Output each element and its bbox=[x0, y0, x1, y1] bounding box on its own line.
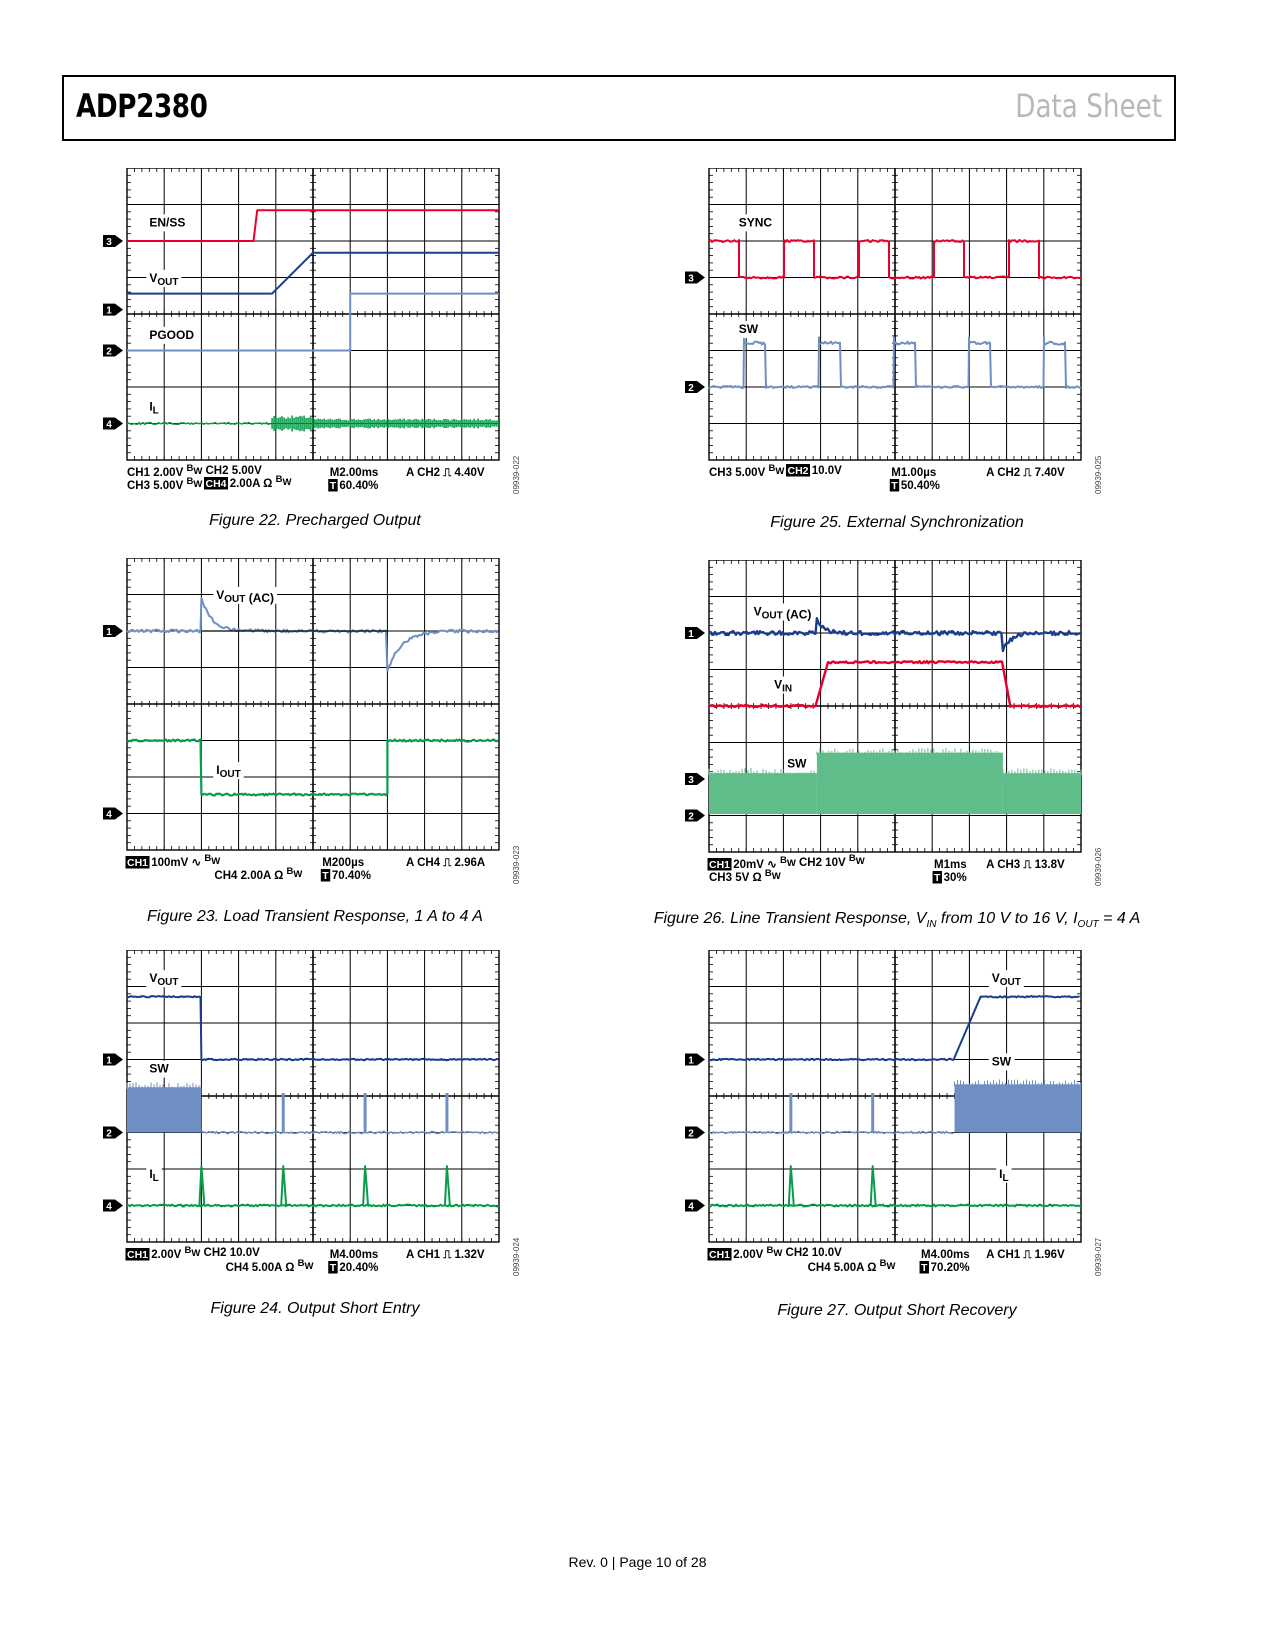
scope-readout: A CH2 ⎍ 4.40V bbox=[406, 467, 485, 479]
fig27-scope-capture bbox=[682, 950, 1112, 1319]
boxed-tag: CH1 bbox=[709, 1249, 731, 1261]
boxed-tag: T bbox=[322, 870, 329, 882]
marker-arrow bbox=[115, 235, 123, 247]
marker-arrow bbox=[115, 808, 123, 820]
trace-label: $I_L$ bbox=[999, 1166, 1009, 1184]
boxed-tag: CH1 bbox=[709, 859, 731, 871]
trace-label: $I_L$ bbox=[149, 1166, 159, 1184]
page-header bbox=[62, 75, 1176, 141]
boxed-tag: CH1 bbox=[127, 1249, 149, 1261]
scope-readout: A CH1 ⎍ 1.32V bbox=[406, 1249, 485, 1261]
figure-code: 09939-025 bbox=[1094, 455, 1103, 494]
scope-readout: CH4 5.00A Ω $^B_W$ bbox=[225, 1258, 314, 1274]
marker-arrow bbox=[697, 1054, 705, 1066]
marker-label: 3 bbox=[688, 273, 694, 285]
trace-label: SW bbox=[738, 321, 759, 336]
channel-marker-2 bbox=[685, 810, 705, 823]
trace-sw-band bbox=[1003, 773, 1081, 814]
scope-readout: CH3 5.00V $^B_W$ CH4 2.00A Ω $^B_W$ bbox=[127, 474, 292, 492]
document-type: Data Sheet bbox=[1015, 87, 1162, 125]
channel-marker-1 bbox=[685, 1054, 705, 1067]
trace-label: $V_{OUT}$ (AC) bbox=[753, 604, 812, 622]
fig22-scope-capture bbox=[100, 168, 530, 529]
figure-caption: Figure 25. External Synchronization bbox=[770, 514, 1024, 531]
marker-arrow bbox=[697, 381, 705, 393]
trace-label: $I_L$ bbox=[149, 399, 159, 417]
trace-label: $V_{OUT}$ (AC) bbox=[216, 587, 275, 605]
scope-readout: A CH3 ⎍ 13.8V bbox=[986, 859, 1065, 871]
trace-label: $I_{OUT}$ bbox=[216, 763, 241, 781]
scope-readout: CH3 5V Ω $^B_W$ bbox=[709, 868, 781, 884]
channel-marker-1 bbox=[103, 625, 123, 638]
boxed-tag: T bbox=[329, 480, 337, 492]
channel-marker-4 bbox=[103, 1200, 123, 1213]
boxed-tag: CH1 bbox=[127, 857, 149, 869]
marker-label: 3 bbox=[106, 237, 112, 248]
fig27-scope-svg bbox=[682, 950, 1112, 1290]
trace-label: SW bbox=[149, 1061, 169, 1076]
marker-label: 4 bbox=[106, 419, 112, 431]
scope-readout: CH4 5.00A Ω $^B_W$ bbox=[807, 1258, 896, 1274]
scope-readout: M200µs bbox=[322, 857, 365, 869]
marker-label: 4 bbox=[106, 1201, 112, 1213]
marker-arrow bbox=[697, 810, 705, 822]
marker-label: 4 bbox=[688, 1201, 694, 1213]
trace-label: $V_{IN}$ bbox=[774, 677, 793, 695]
channel-marker-1 bbox=[103, 1054, 123, 1067]
marker-label: 2 bbox=[688, 383, 694, 394]
trace-sw-band bbox=[127, 1087, 201, 1132]
scope-readout: M4.00ms bbox=[921, 1249, 970, 1261]
fig26-scope-svg bbox=[682, 560, 1112, 900]
marker-arrow bbox=[697, 272, 705, 284]
scope-grid bbox=[127, 558, 499, 850]
trace-label: $V_{OUT}$ bbox=[149, 971, 179, 989]
channel-marker-3 bbox=[685, 272, 705, 285]
scope-readout: M2.00ms bbox=[329, 467, 379, 479]
scope-readout: CH3 5.00V $^B_W$ CH2 10.0V bbox=[709, 463, 842, 479]
fig26-scope-capture bbox=[653, 560, 1141, 931]
marker-arrow bbox=[115, 418, 123, 430]
scope-readout: M4.00ms bbox=[329, 1249, 379, 1261]
channel-marker-2 bbox=[685, 1127, 705, 1140]
scope-readout: A CH1 ⎍ 1.96V bbox=[986, 1249, 1065, 1261]
trace-label: SYNC bbox=[738, 215, 773, 230]
channel-marker-1 bbox=[103, 304, 123, 317]
fig24-scope-capture bbox=[100, 950, 530, 1317]
channel-marker-4 bbox=[685, 1200, 705, 1213]
marker-label: 4 bbox=[106, 809, 112, 821]
marker-arrow bbox=[697, 773, 705, 785]
fig25-scope-capture bbox=[682, 168, 1112, 531]
boxed-tag: CH4 bbox=[205, 478, 227, 490]
marker-arrow bbox=[115, 304, 123, 316]
trace-label: $V_{OUT}$ bbox=[149, 270, 179, 288]
figure-code: 09939-024 bbox=[512, 1237, 521, 1276]
marker-label: 1 bbox=[106, 627, 112, 638]
scope-grid bbox=[127, 168, 499, 460]
scope-grid bbox=[709, 168, 1081, 460]
scope-readout: CH1 2.00V $^B_W$ CH2 5.00V bbox=[127, 463, 262, 479]
fig23-scope-svg bbox=[100, 558, 530, 898]
scope-readout: CH1 2.00V $^B_W$ CH2 10.0V bbox=[127, 1245, 260, 1261]
scope-readout: T 70.40% bbox=[322, 870, 371, 882]
scope-readout: CH4 2.00A Ω $^B_W$ bbox=[214, 866, 303, 882]
marker-label: 2 bbox=[106, 346, 112, 358]
figure-caption: Figure 24. Output Short Entry bbox=[210, 1300, 420, 1317]
trace-label: SW bbox=[787, 756, 807, 771]
figure-caption: Figure 26. Line Transient Response, $V_{IN}$ from 10 V to 16 V, $I_{OUT} = 4$ A bbox=[653, 910, 1141, 931]
figure-code: 09939-026 bbox=[1094, 847, 1103, 886]
fig25-scope-svg bbox=[682, 168, 1112, 508]
marker-label: 2 bbox=[106, 1128, 112, 1140]
scope-readout: T 20.40% bbox=[329, 1262, 379, 1274]
figure-caption: Figure 27. Output Short Recovery bbox=[777, 1302, 1017, 1319]
marker-label: 1 bbox=[688, 1055, 694, 1067]
figure-caption: Figure 23. Load Transient Response, 1 A to 4 A bbox=[147, 908, 483, 925]
channel-marker-3 bbox=[685, 773, 705, 786]
marker-arrow bbox=[115, 345, 123, 357]
scope-readout: A CH4 ⎍ 2.96A bbox=[406, 857, 486, 869]
boxed-tag: CH2 bbox=[787, 465, 809, 477]
marker-arrow bbox=[115, 1054, 123, 1066]
scope-readout: M1ms bbox=[934, 859, 967, 871]
fig23-scope-capture bbox=[100, 558, 530, 925]
scope-readout: T 50.40% bbox=[891, 480, 940, 492]
marker-arrow bbox=[697, 1200, 705, 1212]
part-number: ADP2380 bbox=[76, 87, 208, 125]
scope-readout: T 60.40% bbox=[329, 480, 379, 492]
channel-marker-4 bbox=[103, 808, 123, 821]
figure-code: 09939-027 bbox=[1094, 1237, 1103, 1276]
trace-label: EN/SS bbox=[149, 215, 186, 230]
scope-readout: CH1 100mV ∿ $^B_W$ bbox=[127, 853, 221, 869]
trace-label: PGOOD bbox=[149, 327, 194, 342]
trace-sw-band bbox=[709, 773, 817, 814]
trace-label: SW bbox=[991, 1054, 1012, 1069]
marker-label: 3 bbox=[688, 775, 694, 786]
channel-marker-3 bbox=[103, 235, 123, 248]
figure-code: 09939-023 bbox=[512, 845, 521, 884]
marker-arrow bbox=[115, 1200, 123, 1212]
channel-marker-2 bbox=[103, 1127, 123, 1140]
trace-sw-band bbox=[955, 1084, 1081, 1132]
scope-readout: A CH2 ⎍ 7.40V bbox=[986, 467, 1065, 479]
marker-arrow bbox=[697, 1127, 705, 1139]
boxed-tag: T bbox=[921, 1262, 928, 1274]
marker-label: 1 bbox=[106, 305, 112, 317]
boxed-tag: T bbox=[934, 872, 941, 884]
fig24-scope-svg bbox=[100, 950, 530, 1290]
marker-label: 2 bbox=[688, 811, 694, 823]
channel-marker-2 bbox=[103, 345, 123, 358]
marker-label: 2 bbox=[688, 1128, 694, 1140]
channel-marker-2 bbox=[685, 381, 705, 394]
figure-code: 09939-022 bbox=[512, 455, 521, 494]
trace-sw-band-high bbox=[817, 753, 1003, 814]
scope-readout: T 30% bbox=[934, 872, 967, 884]
fig22-scope-svg bbox=[100, 168, 530, 508]
figure-caption: Figure 22. Precharged Output bbox=[209, 512, 421, 529]
marker-label: 1 bbox=[688, 629, 694, 640]
channel-marker-1 bbox=[685, 627, 705, 640]
page-footer: Rev. 0 | Page 10 of 28 bbox=[568, 1554, 707, 1570]
marker-arrow bbox=[115, 1127, 123, 1139]
marker-label: 1 bbox=[106, 1055, 112, 1067]
boxed-tag: T bbox=[329, 1262, 337, 1274]
scope-readout: T 70.20% bbox=[921, 1262, 970, 1274]
scope-readout: CH1 2.00V $^B_W$ CH2 10.0V bbox=[709, 1245, 842, 1261]
scope-readout: CH1 20mV ∿ $^B_W$ CH2 10V $^B_W$ bbox=[709, 853, 865, 871]
boxed-tag: T bbox=[891, 480, 898, 492]
scope-readout: M1.00µs bbox=[891, 467, 937, 479]
marker-arrow bbox=[115, 625, 123, 637]
marker-arrow bbox=[697, 627, 705, 639]
channel-marker-4 bbox=[103, 418, 123, 431]
trace-label: $V_{OUT}$ bbox=[991, 971, 1021, 989]
